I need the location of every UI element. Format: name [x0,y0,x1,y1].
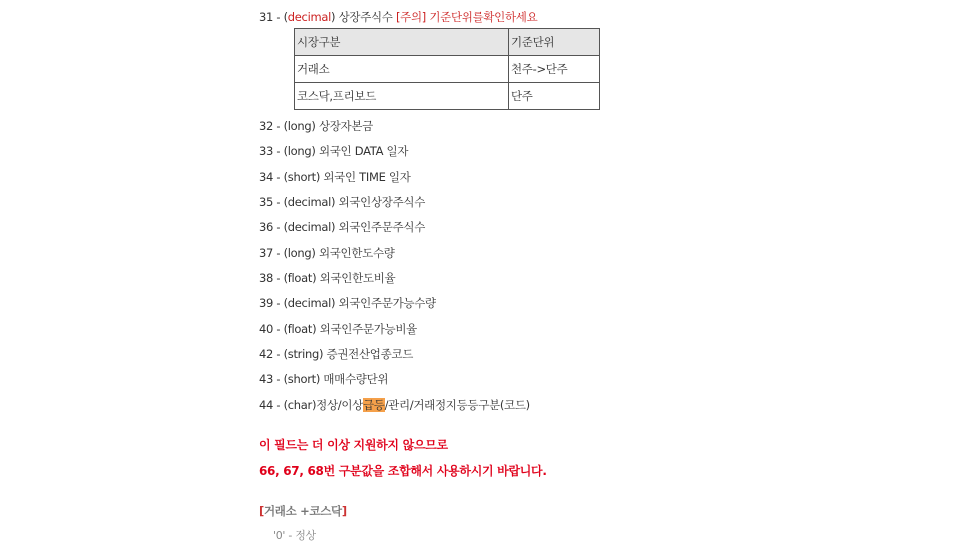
field-31-type: decimal [287,10,332,24]
field-44 [259,397,530,413]
field-44-before: 44 - (char)정상/이상 [259,398,363,412]
table-cell: 코스닥,프리보드 [295,83,509,110]
status-code-item: '0' - 정상 [273,529,316,542]
field-31-name: ) 상장주식수 [331,10,396,24]
field-34: 34 - (short) 외국인 TIME 일자 [259,170,411,184]
field-40: 40 - (float) 외국인주문가능비율 [259,322,417,336]
section-bracket-close: ] [341,504,347,518]
field-44-after: /관리/거래정지등등구분(코드) [384,398,530,412]
field-31-prefix: 31 - ( [259,10,288,24]
unit-table-header-row [295,29,600,56]
section-bracket-open: [ [259,504,264,518]
field-39: 39 - (decimal) 외국인주문가능수량 [259,296,436,310]
unit-table-header-market: 시장구분 [295,29,509,56]
field-36: 36 - (decimal) 외국인주문주식수 [259,220,426,234]
field-35: 35 - (decimal) 외국인상장주식수 [259,195,426,209]
field-38: 38 - (float) 외국인한도비율 [259,271,396,285]
deprecation-notice-line-2: 66, 67, 68번 구분값을 조합해서 사용하시기 바랍니다. [259,464,547,478]
table-row [295,83,600,110]
deprecation-notice-line-1: 이 필드는 더 이상 지원하지 않으므로 [259,438,448,452]
section-title: 거래소 +코스닥 [263,504,342,518]
table-cell: 천주->단주 [509,56,600,83]
field-44-highlight: 급등 [362,398,385,412]
field-42: 42 - (string) 증권전산업종코드 [259,347,414,361]
field-31-warning: [주의] 기준단위를확인하세요 [395,10,538,24]
field-31 [259,9,537,25]
section-heading [259,503,347,519]
unit-table [294,28,600,110]
table-cell: 거래소 [295,56,509,83]
field-33: 33 - (long) 외국인 DATA 일자 [259,144,409,158]
field-32: 32 - (long) 상장자본금 [259,119,373,133]
field-37: 37 - (long) 외국인한도수량 [259,246,395,260]
unit-table-header-unit: 기준단위 [509,29,600,56]
field-43: 43 - (short) 매매수량단위 [259,372,389,386]
table-cell: 단주 [509,83,600,110]
table-row [295,56,600,83]
